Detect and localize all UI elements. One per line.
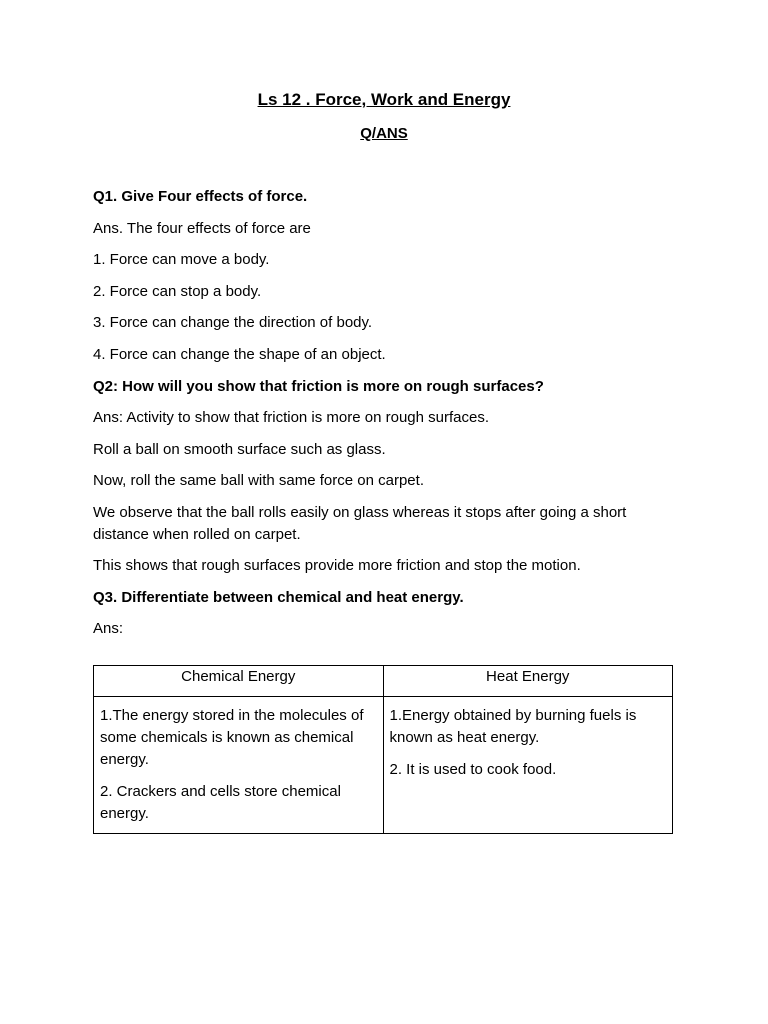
chemical-energy-cell xyxy=(94,697,384,834)
heat-energy-point: 2. It is used to cook food. xyxy=(389,761,557,778)
answer-1-intro: Ans. The four effects of force are xyxy=(93,219,311,237)
question-2: Q2: How will you show that friction is more on rough surfaces? xyxy=(93,377,544,395)
chemical-energy-point: 1.The energy stored in the molecules of some chemicals is known as chemical energy. xyxy=(100,707,364,768)
qa-content xyxy=(93,186,678,650)
answer-1-point: 3. Force can change the direction of body. xyxy=(93,314,373,331)
answer-2-line: This shows that rough surfaces provide more friction and stop the motion. xyxy=(93,557,581,574)
answer-2-line: Now, roll the same ball with same force on carpet. xyxy=(93,472,424,489)
heat-energy-point: 1.Energy obtained by burning fuels is known as heat energy. xyxy=(389,707,637,746)
answer-2-line: Ans: Activity to show that friction is more on rough surfaces. xyxy=(93,409,490,426)
table-row xyxy=(94,697,673,834)
answer-3-label: Ans: xyxy=(93,620,124,637)
page-subtitle: Q/ANS xyxy=(360,125,408,142)
energy-comparison-table xyxy=(93,665,673,834)
answer-1-point: 1. Force can move a body. xyxy=(93,251,270,268)
heat-energy-cell xyxy=(383,697,673,834)
chemical-energy-point: 2. Crackers and cells store chemical energy. xyxy=(100,783,341,822)
table-header-heat: Heat Energy xyxy=(383,666,673,697)
question-1: Q1. Give Four effects of force. xyxy=(93,188,308,205)
answer-1-point: 2. Force can stop a body. xyxy=(93,282,262,300)
answer-2-line: We observe that the ball rolls easily on glass whereas it stops after going a short distance when rolled on carpet. xyxy=(93,503,627,543)
page-title: Ls 12 . Force, Work and Energy xyxy=(257,90,511,109)
answer-1-point: 4. Force can change the shape of an object. xyxy=(93,345,386,363)
table-header-row xyxy=(94,666,673,697)
question-3: Q3. Differentiate between chemical and heat energy. xyxy=(93,588,464,606)
table-header-chemical: Chemical Energy xyxy=(94,666,384,697)
answer-2-line: Roll a ball on smooth surface such as glass. xyxy=(93,440,386,458)
